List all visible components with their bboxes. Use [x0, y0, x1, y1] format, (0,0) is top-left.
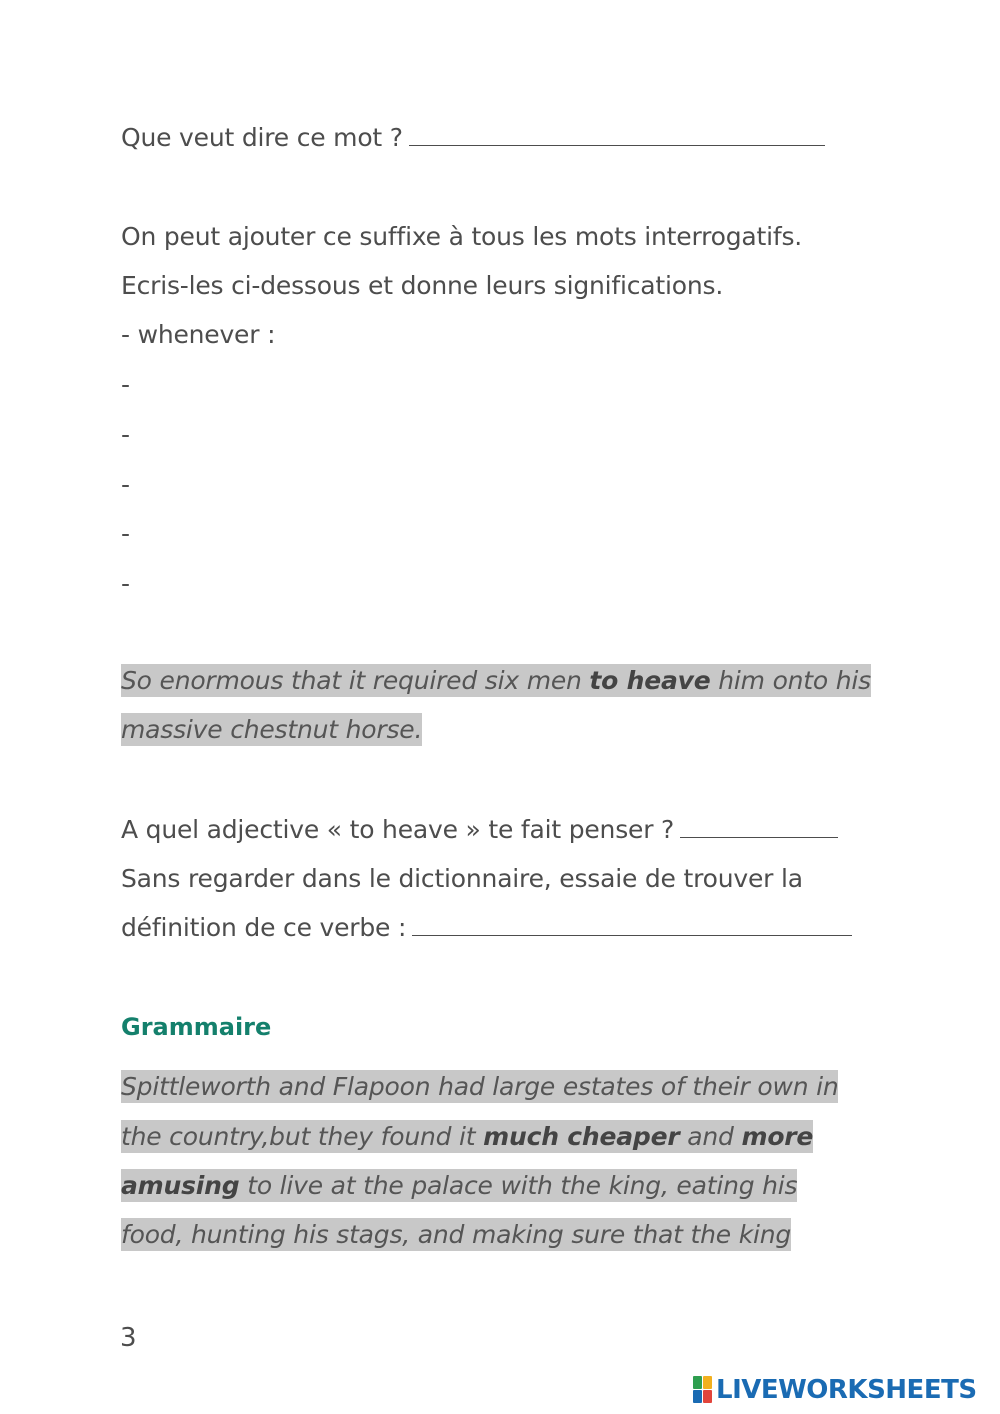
meaning-question: Que veut dire ce mot ? — [121, 123, 825, 153]
list-item-dash: - — [121, 420, 130, 449]
list-item-dash: - — [121, 370, 130, 399]
list-item-whenever: - whenever : — [121, 320, 276, 349]
quote-heave-line2: massive chestnut horse. — [121, 715, 423, 744]
quote-heave-line1: So enormous that it required six men to heave him onto his — [121, 666, 871, 695]
answer-blank[interactable] — [409, 144, 825, 146]
definition-question: Sans regarder dans le dictionnaire, essaie de trouver la — [121, 864, 803, 893]
quote-grammar-line3: amusing to live at the palace with the king, eating his — [121, 1171, 798, 1200]
suffix-instruction-2: Ecris-les ci-dessous et donne leurs significations. — [121, 271, 724, 300]
list-item-dash: - — [121, 569, 130, 598]
quote-grammar-line1: Spittleworth and Flapoon had large estates of their own in — [121, 1072, 839, 1101]
list-item-dash: - — [121, 519, 130, 548]
grammar-heading: Grammaire — [121, 1013, 272, 1041]
answer-blank[interactable] — [680, 836, 838, 838]
liveworksheets-logo[interactable]: LIVEWORKSHEETS — [693, 1375, 977, 1405]
answer-blank[interactable] — [412, 934, 852, 936]
suffix-instruction: On peut ajouter ce suffixe à tous les mots interrogatifs. — [121, 222, 803, 251]
quote-grammar-line4: food, hunting his stags, and making sure that the king — [121, 1220, 792, 1249]
page-number: 3 — [120, 1323, 137, 1353]
list-item-dash: - — [121, 470, 130, 499]
definition-question-2: définition de ce verbe : — [121, 913, 852, 943]
logo-icon — [693, 1376, 713, 1404]
quote-grammar-line2: the country,but they found it much cheaper and more — [121, 1122, 814, 1151]
adjective-question: A quel adjective « to heave » te fait penser ? — [121, 815, 838, 845]
